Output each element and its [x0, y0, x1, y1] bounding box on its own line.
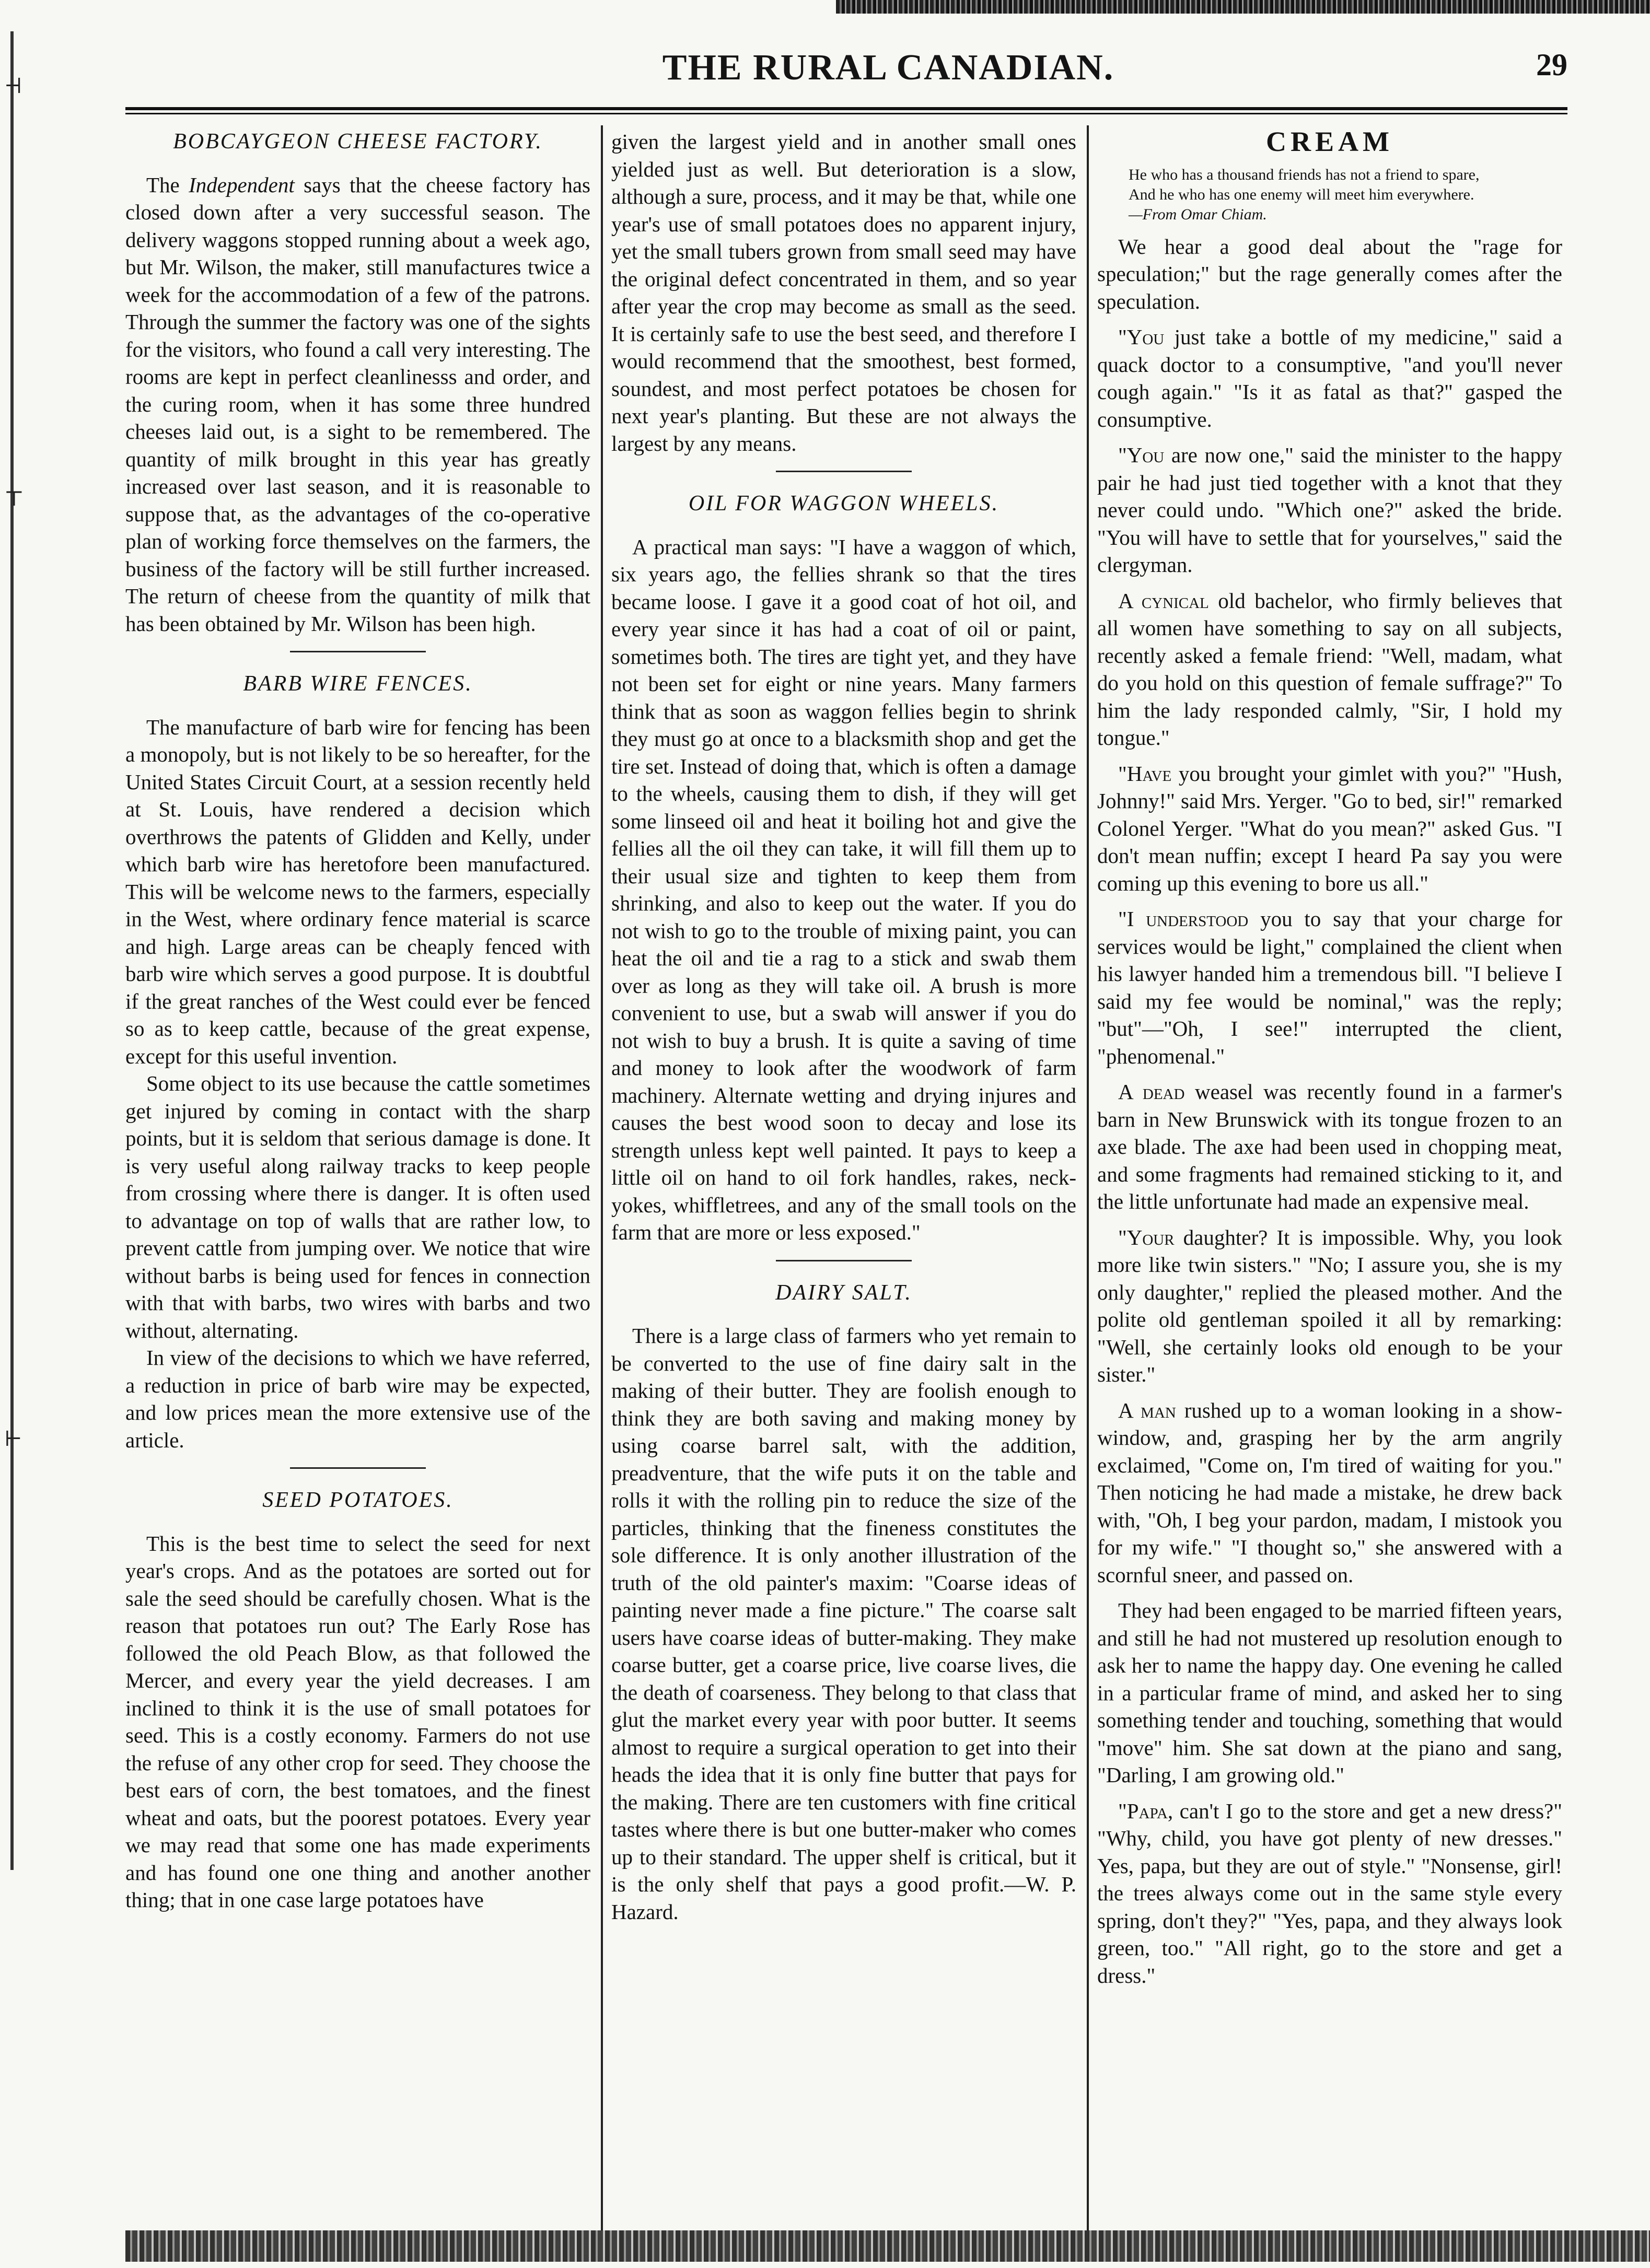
- article-heading: BARB WIRE FENCES.: [243, 672, 473, 696]
- text-run: The: [146, 172, 189, 197]
- joke-text: We hear a good deal about the "rage for speculation;" but the rage generally comes after the speculation.: [1097, 234, 1562, 313]
- column-left: [125, 128, 590, 2233]
- joke-item: [1097, 1797, 1562, 1990]
- joke-item: [1097, 1078, 1562, 1215]
- joke-item: [1097, 233, 1562, 315]
- joke-lead: "You: [1118, 325, 1165, 349]
- joke-lead: "Papa,: [1118, 1798, 1173, 1823]
- epigraph-line: And he who has one enemy will meet him everywhere.: [1129, 185, 1474, 203]
- article-heading: BOBCAYGEON CHEESE FACTORY.: [173, 130, 543, 154]
- scan-artifact-bottom: [125, 2230, 1650, 2262]
- scan-artifact-top: [836, 0, 1650, 14]
- joke-text: daughter? It is impossible. Why, you look more like twin sisters." "No; I assure you, she is my only daughter," replied the pleased mother. And the polite old gentleman spoiled it all by remarking: "Well, she certainly looks old enough to be your sister.": [1097, 1225, 1562, 1386]
- joke-lead: "Your: [1118, 1225, 1175, 1249]
- joke-text: can't I go to the store and get a new dress?" "Why, child, you have got plenty of new dresses." Yes, papa, but they are out of style." "Nonsense, girl! the trees always come out in the same style every spring, don't they?" "Yes, papa, and they always look green, too." "All right, go to the store and get a dress.": [1097, 1798, 1562, 1988]
- column-rule: [601, 125, 603, 2230]
- section-divider: [290, 651, 426, 652]
- joke-item: [1097, 1597, 1562, 1789]
- section-title: CREAM: [1266, 128, 1393, 157]
- article-paragraph: Some object to its use because the cattle sometimes get injured by coming in contact with the sharp points, but it is seldom that serious damage is done. It is very useful along railway tracks to keep people from crossing where there is danger. It is often used to advantage on top of walls that are rather low, to prevent cattle from jumping over. We notice that wire without barbs is being used for fences in connection with that with barbs, two wires with barbs and two without, alternating.: [125, 1071, 590, 1342]
- joke-text: you brought your gimlet with you?" "Hush, Johnny!" said Mrs. Yerger. "Go to bed, sir!" remarked Colonel Yerger. "What do you mean?" asked Gus. "I don't mean nuffin; except I heard Pa say you were coming up this evening to bore us all.": [1097, 761, 1562, 895]
- text-run: says that the cheese factory has closed down after a very successful season. The delivery waggons stopped running about a week ago, but Mr. Wilson, the maker, still manufactures twice a week for the accommodation of a few of the patrons. Through the summer the factory was one of the sights for the visitors, who found a call very interesting. The rooms are kept in perfect cleanlinesss and order, and the curing room, when it has some three hundred cheeses laid out, is a sight to be remembered. The quantity of milk brought in this year has greatly increased over last season, and it is reasonable to suppose that, as the advantages of the co-operative plan of working force themselves on the farmers, the business of the factory will be still further increased. The return of cheese from the quantity of milk that has been obtained by Mr. Wilson has been high.: [125, 172, 590, 636]
- column-middle: [611, 128, 1076, 2233]
- joke-lead: A man: [1118, 1398, 1176, 1422]
- publication-name: Independent: [189, 172, 295, 197]
- joke-lead: "You: [1118, 443, 1165, 467]
- joke-text: old bachelor, who firmly believes that all women have something to say on all subjects, recently asked a female friend: "Well, madam, what do you hold on this question of female suffrage?" To him the lady responded calmly, "Sir, I hold my tongue.": [1097, 588, 1562, 750]
- section-divider: [290, 1467, 426, 1469]
- joke-list: [1097, 233, 1562, 1990]
- page-number: 29: [1536, 48, 1567, 82]
- edge-mark: ⊣: [4, 74, 22, 98]
- article-paragraph-continued: given the largest yield and in another small ones yielded just as well. But deterioration is a slow, although a sure, process, and it may be that, while one year's use of small potatoes does no apparent injury, yet the small tubers grown from small seed may have the original defect concentrated in them, and so year after year the crop may become as small as the seed. It is certainly safe to use the best seed, and therefore I would recommend that the smoothest, best formed, soundest, and most perfect potatoes be chosen for next year's planting. But these are not always the largest by any means.: [611, 130, 1076, 455]
- joke-text: weasel was recently found in a farmer's barn in New Brunswick with its tongue frozen to an axe blade. The axe had been used in chopping meat, and some fragments had remained sticking to it, and the little unfortunate had made an expensive meal.: [1097, 1080, 1562, 1213]
- article-heading: OIL FOR WAGGON WHEELS.: [688, 492, 1000, 516]
- joke-text: just take a bottle of my medicine," said a quack doctor to a consumptive, "and you'll never cough again." "Is it as fatal as that?" gasped the consumptive.: [1097, 325, 1562, 431]
- binding-edge: [10, 31, 14, 1870]
- epigraph-source: —From Omar Chiam.: [1129, 205, 1267, 223]
- section-divider: [776, 1260, 912, 1261]
- header-rule: [125, 107, 1567, 114]
- article-paragraph: The manufacture of barb wire for fencing has been a monopoly, but is not likely to be so hereafter, for the United States Circuit Court, at a session recently held at St. Louis, have rendered a decision which overthrows the patents of Glidden and Kelly, under which barb wire has heretofore been manufactured. This will be welcome news to the farmers, especially in the West, where ordinary fence material is scarce and high. Large areas can be cheaply fenced with barb wire which serves a good purpose. It is doubtful if the great ranches of the West could ever be fenced so as to keep cattle, because of the great expense, except for this useful invention.: [125, 715, 590, 1068]
- article-paragraph: There is a large class of farmers who yet remain to be converted to the use of fine dairy salt in the making of their butter. They are foolish enough to think they are both saving and making money by using coarse barrel salt, with the addition, preadventure, that the wife puts it on the table and rolls it with the rolling pin to reduce the size of the particles, thinking that the fineness constitutes the sole difference. It is only another illustration of the truth of the old painter's maxim: "Coarse ideas of painting never made a fine picture." The coarse salt users have coarse ideas of butter-making. They make coarse butter, get a coarse price, live coarse lives, die the death of coarseness. They belong to that class that glut the market every year with poor butter. It seems almost to require a surgical operation to get into their heads the idea that it is only fine butter that pays for the making. There are ten customers with fine critical tastes where there is but one butter-maker who comes up to their standard. The upper shelf is critical, but it is the only shelf that pays a good profit.—W. P. Hazard.: [611, 1324, 1076, 1924]
- epigraph-line: He who has a thousand friends has not a friend to spare,: [1129, 166, 1480, 183]
- edge-mark: ⊤: [4, 487, 24, 510]
- article-paragraph: A practical man says: "I have a waggon of which, six years ago, the fellies shrank so that the tires became loose. I gave it a good coat of hot oil, and every year since it has had a coat of oil or paint, sometimes both. The tires are tight yet, and they have not been set for eight or nine years. Many farmers think that as soon as waggon fellies begin to shrink they must go at once to a blacksmith shop and get the tire set. Instead of doing that, which is often a damage to the wheels, causing them to dish, if they will get some linseed oil and heat it boiling hot and give the fellies all the oil they can take, it will fill them up to their usual size and tighten to keep them from shrinking, and also to keep out the water. If you do not wish to go to the trouble of mixing paint, you can heat the oil and tie a rag to a stick and swab them over as long as they will take oil. A brush is more convenient to use, but a swab will answer if you do not wish to buy a brush. It is quite a saving of time and money to look after the woodwork of farm machinery. Alternate wetting and drying injures and causes the best wood soon to decay and lose its strength unless kept well painted. It pays to keep a little oil on hand to oil fork handles, rakes, neck-yokes, whiffletrees, and any of the small tools on the farm that are more or less exposed.": [611, 534, 1076, 1244]
- joke-item: [1097, 1397, 1562, 1589]
- joke-lead: "Have: [1118, 761, 1172, 786]
- page-header: [125, 47, 1567, 94]
- joke-lead: "I understood: [1118, 907, 1249, 931]
- joke-lead: A cynical: [1118, 588, 1209, 613]
- newspaper-title: THE RURAL CANADIAN.: [662, 48, 1114, 88]
- joke-text: rushed up to a woman looking in a show-window, and, grasping her by the arm angrily exclaimed, "Come on, I'm tired of waiting for you." Then noticing he had made a mistake, he drew back with, "Oh, I beg your pardon, madam, I mistook you for my wife." "I thought so," she answered with a scornful sneer, and passed on.: [1097, 1398, 1562, 1587]
- joke-lead: A dead: [1118, 1080, 1185, 1104]
- article-paragraph: This is the best time to select the seed for next year's crops. And as the potatoes are sorted out for sale the seed should be carefully chosen. What is the reason that potatoes run out? The Early Rose has followed the old Peach Blow, as that followed the Mercer, and every year the yield decreases. I am inclined to think it is the use of small potatoes for seed. This is a costly economy. Farmers do not use the refuse of any other crop for seed. They choose the best ears of corn, the best tomatoes, and the finest wheat and oats, but the poorest potatoes. Every year we may read that some one has made experiments and has found one one thing and another another thing; that in one case large potatoes have: [125, 1531, 590, 1912]
- joke-text: you to say that your charge for services would be light," complained the client when his lawyer handed him a tremendous bill. "I believe I said my fee would be nominal," was the reply; "but"—"Oh, I see!" interrupted the client, "phenomenal.": [1097, 907, 1562, 1068]
- joke-text: are now one," said the minister to the happy pair he had just tied together with a knot that they never could undo. "Which one?" asked the bride. "You will have to settle that for yourselves," said the clergyman.: [1097, 443, 1562, 577]
- edge-mark: ⊢: [4, 1427, 22, 1451]
- column-right: [1097, 128, 1562, 2233]
- joke-item: [1097, 1224, 1562, 1388]
- joke-text: They had been engaged to be married fifteen years, and still he had not mustered up resolution enough to ask her to name the happy day. One evening he called in a particular frame of mind, and asked her to sing something tender and touching, something that would "move" him. She sat down at the piano and sang, "Darling, I am growing old.": [1097, 1598, 1562, 1787]
- section-divider: [776, 471, 912, 472]
- article-paragraph: In view of the decisions to which we have referred, a reduction in price of barb wire may be expected, and low prices mean the more extensive use of the article.: [125, 1346, 590, 1452]
- article-paragraph: [125, 171, 590, 638]
- joke-item: [1097, 905, 1562, 1070]
- column-rule: [1087, 125, 1089, 2230]
- joke-item: [1097, 323, 1562, 433]
- epigraph: [1097, 165, 1562, 233]
- article-heading: SEED POTATOES.: [262, 1488, 454, 1512]
- joke-item: [1097, 760, 1562, 897]
- article-heading: DAIRY SALT.: [775, 1280, 912, 1305]
- joke-item: [1097, 587, 1562, 752]
- joke-item: [1097, 441, 1562, 579]
